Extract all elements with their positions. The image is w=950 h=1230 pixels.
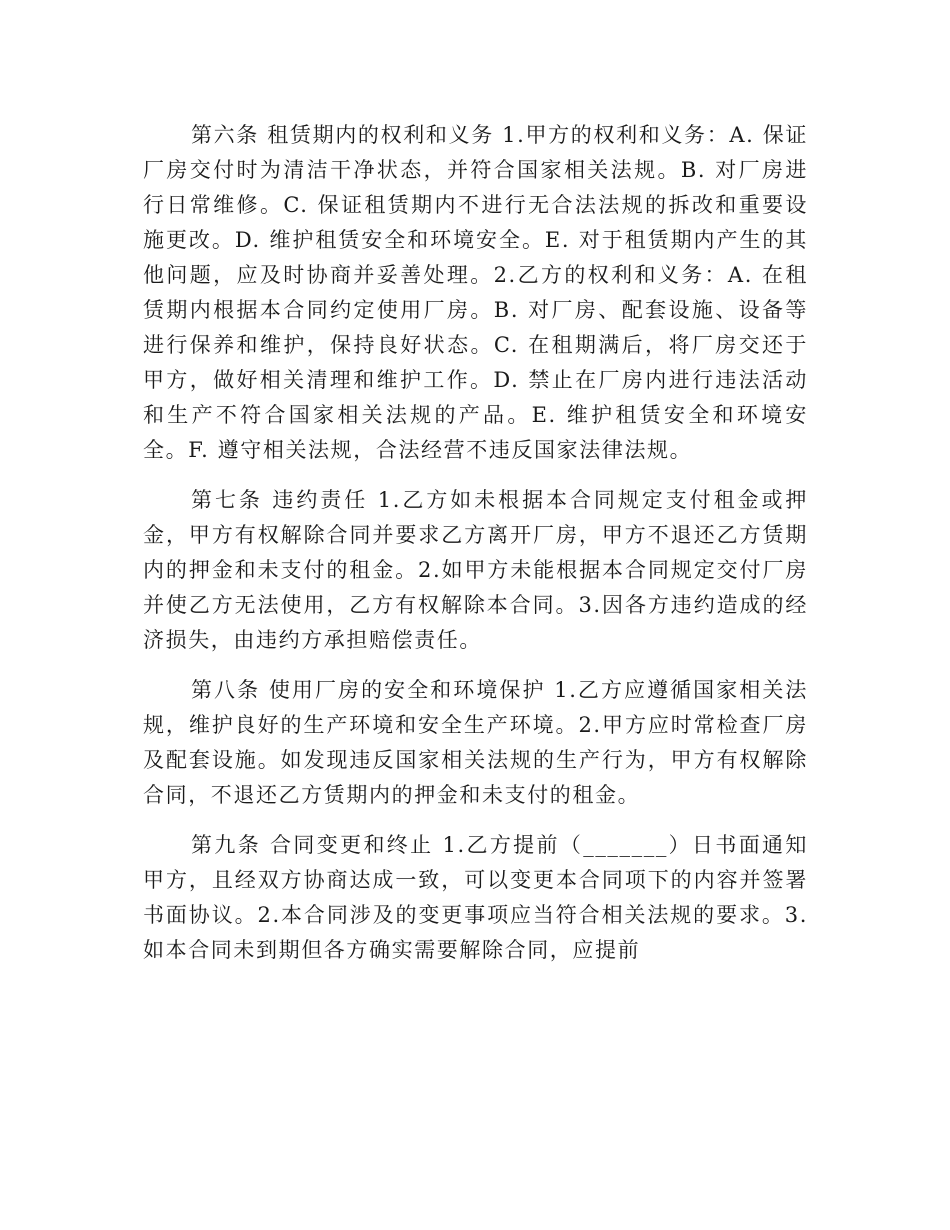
article-9-paragraph: 第九条 合同变更和终止 1.乙方提前（_______）日书面通知甲方，且经双方协商达成一致，可以变更本合同项下的内容并签署书面协议。2.本合同涉及的变更事项应当符合相关法规的要求。3.如本合同未到期但各方确实需要解除合同，应提前 [143, 833, 808, 962]
article-6-paragraph: 第六条 租赁期内的权利和义务 1.甲方的权利和义务：A. 保证厂房交付时为清洁干净状态，并符合国家相关法规。B. 对厂房进行日常维修。C. 保证租赁期内不进行无合法法规的拆改和重要设施更改。D. 维护租赁安全和环境安全。E. 对于租赁期内产生的其他问题，应及时协商并妥善处理。2.乙方的权利和义务：A. 在租赁期内根据本合同约定使用厂房。B. 对厂房、配套设施、设备等进行保养和维护，保持良好状态。C. 在租期满后，将厂房交还于甲方，做好相关清理和维护工作。D. 禁止在厂房内进行违法活动和生产不符合国家相关法规的产品。E. 维护租赁安全和环境安全。F. 遵守相关法规，合法经营不违反国家法律法规。 [143, 123, 808, 462]
article-8-paragraph: 第八条 使用厂房的安全和环境保护 1.乙方应遵循国家相关法规，维护良好的生产环境和安全生产环境。2.甲方应时常检查厂房及配套设施。如发现违反国家相关法规的生产行为，甲方有权解除合同，不退还乙方赁期内的押金和未支付的租金。 [143, 678, 808, 807]
article-7-paragraph: 第七条 违约责任 1.乙方如未根据本合同规定支付租金或押金，甲方有权解除合同并要求乙方离开厂房，甲方不退还乙方赁期内的押金和未支付的租金。2.如甲方未能根据本合同规定交付厂房并使乙方无法使用，乙方有权解除本合同。3.因各方违约造成的经济损失，由违约方承担赔偿责任。 [143, 488, 808, 652]
document-body [143, 118, 808, 983]
